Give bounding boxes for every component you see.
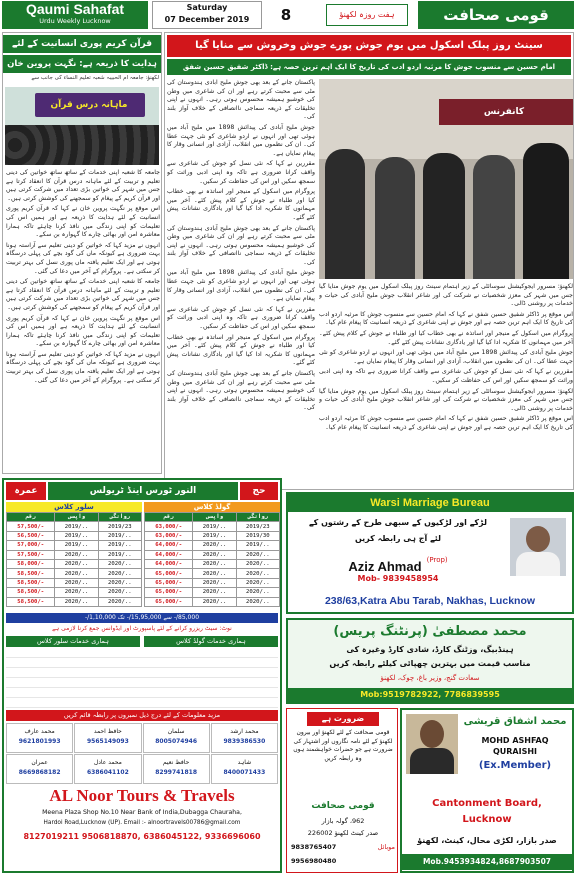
silver-row bbox=[7, 559, 142, 568]
silver-col-return: واپسی bbox=[55, 513, 98, 522]
gold-cell: 2020/.. bbox=[193, 588, 236, 597]
gold-cell: 2020/.. bbox=[193, 550, 236, 559]
left-article bbox=[2, 32, 162, 474]
member-photo-body bbox=[410, 748, 454, 774]
press-ad bbox=[286, 618, 574, 704]
member-ad bbox=[400, 708, 574, 873]
masthead-left-title-box bbox=[2, 1, 148, 29]
main-para-6b: مقررین نے کہا کہ نئی نسل کو جوش کی شاعری سے واقف کرانا ضروری ہے تاکہ وہ اپنی ادبی وراثت کو سمجھ سکیں اور اس کی حفاظت کر سکیں۔ bbox=[167, 305, 315, 331]
contact-name: شاہد bbox=[237, 759, 252, 766]
main-body-left bbox=[167, 79, 315, 487]
silver-row bbox=[7, 541, 142, 550]
press-line-2: مناسب قیمت میں بہترین چھپائی کیلئے رابطہ کریں bbox=[329, 659, 531, 668]
travel-contacts bbox=[6, 723, 278, 785]
left-para-1: جامعہ کا شعبہ اپنی خدمات کے ساتھ ساتھ خواتین کی دینی تعلیم و تربیت کے لئے ماہانہ درس قرآن کا انعقاد کرتا ہے جس میں شہر کی خواتین بڑی تعداد میں شرکت کرتی ہیں اور قرآن کریم کے پیغام کو سمجھنے کی کوشش کرتی ہیں۔ bbox=[6, 169, 160, 202]
silver-row bbox=[7, 588, 142, 597]
main-para-3c: پاکستان جانے کے بعد بھی جوش ملیح آبادی ہندوستان کی مٹی سے محبت کرتے رہے اور ان کی شاعری میں وطن کی خوشبو ہمیشہ محسوس ہوتی رہی۔ انہوں نے اپنی تخلیقات کے ذریعہ سماجی ناانصافی کے خلاف آواز بلند کی۔ bbox=[167, 370, 315, 412]
wanted-mobile-label: موبائل bbox=[377, 843, 395, 851]
gold-cell: 2020/.. bbox=[193, 559, 236, 568]
marriage-photo bbox=[510, 518, 566, 576]
gold-cell: 2020/.. bbox=[193, 569, 236, 578]
gold-label: گولڈ کلاس bbox=[144, 502, 280, 512]
left-byline: لکھنؤ: جامعہ ام الحبیبہ شعبہ تعلیم النساء کی جانب سے bbox=[31, 75, 159, 81]
silver-row bbox=[7, 578, 142, 587]
gold-col-amount: رقم bbox=[145, 513, 193, 522]
contact-name: عمران bbox=[31, 759, 48, 766]
contact-phone: 9621801993 bbox=[18, 738, 61, 745]
marriage-prop: (Prop) bbox=[426, 556, 448, 564]
marriage-photo-body bbox=[516, 552, 560, 576]
main-para-4: پروگرام میں اسکول کے منیجر اور اساتذہ نے بھی خطاب کیا اور طلباء نے جوش کے کلام پیش کئے۔ آخر میں مہمانوں کا شکریہ ادا کیا گیا اور یادگاری نشانات پیش کئے گئے۔ bbox=[167, 188, 315, 221]
main-para-5c: جوش ملیح آبادی کی پیدائش 1898 میں ملیح آباد میں ہوئی تھی اور انہوں نے اردو شاعری کو نئی جہت عطا کی۔ ان کی نظموں میں انقلاب، آزادی اور انسانی وقار کا پیغام نمایاں ہے۔ bbox=[319, 349, 573, 365]
silver-row bbox=[7, 531, 142, 540]
contact-card bbox=[6, 754, 73, 784]
contact-phone: 8669868182 bbox=[18, 769, 61, 776]
left-article-body bbox=[6, 169, 160, 469]
member-board: Cantonment Board, bbox=[432, 798, 542, 809]
gold-cell: 2020/.. bbox=[236, 559, 279, 568]
silver-row bbox=[7, 569, 142, 578]
member-name-en: MOHD ASHFAQ bbox=[481, 736, 549, 745]
travel-umrah-label: عمرہ bbox=[6, 482, 46, 500]
silver-cell: 2020/.. bbox=[98, 578, 141, 587]
silver-cell: 2019/.. bbox=[55, 522, 98, 531]
silver-col-amount: رقم bbox=[7, 513, 55, 522]
wanted-title: ضرورت ہے bbox=[307, 712, 379, 726]
silver-cell: 2020/.. bbox=[55, 597, 98, 606]
gold-row bbox=[145, 559, 280, 568]
left-para-2: اس موقع پر نگہت پروین خان نے کہا کہ قرآن کریم پوری انسانیت کے لئے ہدایت کا ذریعہ ہے اور ہمیں اس کی تعلیمات کو اپنی زندگی میں نافذ کرنا چاہئے تاکہ ہمارا معاشرہ امن اور بھائی چارے کا گہوارہ بن سکے۔ bbox=[6, 205, 160, 239]
left-para-3: انہوں نے مزید کہا کہ خواتین کو دینی تعلیم سے آراستہ ہونا بہت ضروری ہے کیونکہ ماں کی گود بچے کی پہلی درسگاہ ہوتی ہے اور ایک تعلیم یافتہ ماں پوری نسل کی بہتر تربیت کر سکتی ہے۔ پروگرام کے آخر میں دعا کی گئی۔ bbox=[6, 241, 160, 275]
main-para-6: مقررین نے کہا کہ نئی نسل کو جوش کی شاعری سے واقف کرانا ضروری ہے تاکہ وہ اپنی ادبی وراثت کو سمجھ سکیں اور اس کی حفاظت کر سکیں۔ bbox=[167, 160, 315, 185]
travel-service-silver: ہماری خدمات سلور کلاس bbox=[6, 636, 140, 647]
silver-cell: 2020/.. bbox=[55, 578, 98, 587]
member-mob: Mob.9453934824,8687903507 bbox=[402, 854, 572, 870]
marriage-mob: Mob- 9839458954 bbox=[357, 574, 439, 583]
member-role: (Ex.Member) bbox=[478, 760, 552, 771]
gold-row bbox=[145, 569, 280, 578]
main-para-1b: لکھنؤ: مسرور ایجوکیشنل سوسائٹی کے زیر اہتمام سینٹ روز پبلک اسکول میں یوم جوش منایا گیا جس میں شہر کی معزز شخصیات نے شرکت کی اور شاعر انقلاب جوش ملیح آبادی کی حیات و خدمات پر روشنی ڈالی۔ bbox=[319, 387, 573, 412]
silver-cell: 2020/.. bbox=[55, 569, 98, 578]
silver-cell: 2019/.. bbox=[98, 531, 141, 540]
left-para-3b: انہوں نے مزید کہا کہ خواتین کو دینی تعلیم سے آراستہ ہونا بہت ضروری ہے کیونکہ ماں کی گود بچے کی پہلی درسگاہ ہوتی ہے اور ایک تعلیم یافتہ ماں پوری نسل کی بہتر تربیت کر سکتی ہے۔ پروگرام کے آخر میں دعا کی گئی۔ bbox=[6, 350, 160, 384]
gold-cell: 2020/.. bbox=[236, 550, 279, 559]
gold-price-table bbox=[144, 512, 280, 607]
wanted-text: قومی صحافت کے لئے لکھنؤ اور بیرون لکھنؤ کے لئے نامہ نگاروں اور اشتہار کی ضرورت ہے جو حضرات خواہشمند ہوں وہ رابطہ کریں bbox=[293, 729, 393, 762]
gold-cell: 2020/.. bbox=[236, 597, 279, 606]
contact-name: حافظ نعیم bbox=[162, 759, 190, 766]
contact-card bbox=[211, 723, 278, 753]
main-photo-banner-text: کانفرنس bbox=[483, 107, 525, 117]
travel-address: Meena Plaza Shop No.10 Near Bank of India,Dubagga Chauraha, bbox=[42, 809, 242, 816]
gold-row bbox=[145, 578, 280, 587]
travel-phones: 8127019211 9506818870, 6386045122, 9336696060 bbox=[23, 832, 261, 841]
contact-card bbox=[74, 723, 141, 753]
left-photo bbox=[5, 87, 159, 165]
masthead-day: Saturday bbox=[186, 3, 228, 12]
press-title: محمد مصطفیٰ (پرنٹنگ پریس) bbox=[333, 624, 527, 639]
contact-name: محمد عادل bbox=[93, 759, 122, 766]
contact-phone: 6386041102 bbox=[87, 769, 129, 776]
silver-cell: 2020/.. bbox=[55, 559, 98, 568]
travel-hajj-label: حج bbox=[240, 482, 278, 500]
marriage-name: Aziz Ahmad bbox=[348, 559, 422, 574]
main-para-4b: پروگرام میں اسکول کے منیجر اور اساتذہ نے بھی خطاب کیا اور طلباء نے جوش کے کلام پیش کئے۔ آخر میں مہمانوں کا شکریہ ادا کیا گیا اور یادگاری نشانات پیش کئے گئے۔ bbox=[167, 333, 315, 367]
gold-cell: 63,000/- bbox=[145, 531, 193, 540]
silver-cell: 2020/.. bbox=[55, 588, 98, 597]
left-headline-1: قرآن کریم پوری انسانیت کے لئے bbox=[3, 35, 161, 53]
main-para-5: جوش ملیح آبادی کی پیدائش 1898 میں ملیح آباد میں ہوئی تھی اور انہوں نے اردو شاعری کو نئی جہت عطا کی۔ ان کی نظموں میں انقلاب، آزادی اور انسانی وقار کا پیغام نمایاں ہے۔ bbox=[167, 123, 315, 157]
member-photo-head bbox=[420, 720, 444, 748]
press-line-1: ہینڈبیگ، وزٹنگ کارڈ، شادی کارڈ وغیرہ کی bbox=[346, 645, 514, 654]
silver-cell: 2020/.. bbox=[98, 588, 141, 597]
main-photo bbox=[319, 79, 573, 279]
contact-card bbox=[143, 723, 210, 753]
main-photo-person-5 bbox=[523, 143, 569, 279]
gold-cell: 64,000/- bbox=[145, 541, 193, 550]
member-urdu-addr: صدر بازار، لکڑی محال، کینٹ، لکھنؤ bbox=[417, 836, 557, 845]
silver-price-table bbox=[6, 512, 142, 607]
masthead-page-no: 8 bbox=[280, 6, 292, 24]
gold-cell: 65,000/- bbox=[145, 578, 193, 587]
contact-name: محمد ارشد bbox=[230, 728, 259, 735]
gold-cell: 2020/.. bbox=[236, 588, 279, 597]
travel-company-urdu: النور ٹورس اینڈ ٹریولس bbox=[48, 482, 238, 500]
contact-name: سلمان bbox=[167, 728, 185, 735]
contact-phone: 9839386530 bbox=[223, 738, 266, 745]
travel-ad bbox=[2, 478, 282, 873]
silver-row bbox=[7, 522, 142, 531]
wanted-addr-2: صدر کینٹ لکھنؤ 226002 bbox=[307, 829, 379, 837]
gold-cell: 2019/23 bbox=[236, 522, 279, 531]
masthead-weekly-label: ہفت روزہ لکھنؤ bbox=[326, 4, 408, 26]
gold-cell: 2019/.. bbox=[193, 531, 236, 540]
gold-cell: 2019/30 bbox=[236, 531, 279, 540]
masthead-urdu-title: قومی صحافت bbox=[418, 1, 574, 29]
contact-phone: 8005074946 bbox=[155, 738, 197, 745]
wanted-phone-1: 9838765407 bbox=[291, 843, 337, 851]
wanted-ad bbox=[286, 708, 398, 873]
silver-row bbox=[7, 550, 142, 559]
main-subheadline: امام حسین سے منسوب جوش کا مرثیہ اردو ادب کی تاریخ کا ایک اہم ترین حصہ ہے: ڈاکٹر شفیق حسین شفق bbox=[167, 59, 571, 75]
gold-cell: 2020/.. bbox=[193, 541, 236, 550]
contact-card bbox=[6, 723, 73, 753]
left-para-1b: جامعہ کا شعبہ اپنی خدمات کے ساتھ ساتھ خواتین کی دینی تعلیم و تربیت کے لئے ماہانہ درس قرآن کا انعقاد کرتا ہے جس میں شہر کی خواتین بڑی تعداد میں شرکت کرتی ہیں اور قرآن کریم کے پیغام کو سمجھنے کی کوشش کرتی ہیں۔ bbox=[6, 278, 160, 311]
left-photo-audience bbox=[5, 125, 159, 165]
main-photo-person-1 bbox=[325, 149, 365, 279]
contacts-grid bbox=[6, 723, 278, 784]
travel-price-note: 85,000/- سے 15,95,000/- تک 1,10,000/- bbox=[6, 613, 278, 623]
gold-cell: 2020/.. bbox=[236, 578, 279, 587]
press-mob: Mob:9519782922, 7786839595 bbox=[288, 688, 572, 702]
gold-row bbox=[145, 597, 280, 606]
main-para-4c: پروگرام میں اسکول کے منیجر اور اساتذہ نے بھی خطاب کیا اور طلباء نے جوش کے کلام پیش کئے۔ آخر میں مہمانوں کا شکریہ ادا کیا گیا اور یادگاری نشانات پیش کئے گئے۔ bbox=[319, 329, 573, 346]
main-para-3: پاکستان جانے کے بعد بھی جوش ملیح آبادی ہندوستان کی مٹی سے محبت کرتے رہے اور ان کی شاعری میں وطن کی خوشبو ہمیشہ محسوس ہوتی رہی۔ انہوں نے اپنی تخلیقات کے ذریعہ سماجی ناانصافی کے خلاف آواز بلند کی۔ bbox=[167, 79, 315, 121]
masthead-left-title: Qaumi Sahafat bbox=[25, 1, 125, 17]
main-body-right bbox=[319, 283, 573, 487]
silver-col-depart: روانگی bbox=[98, 513, 141, 522]
travel-contact-bar: مزید معلومات کے لئے درج ذیل نمبروں پر رابطہ قائم کریں bbox=[6, 710, 278, 721]
member-city: Lucknow bbox=[462, 814, 512, 825]
contact-phone: 8299741818 bbox=[155, 769, 197, 776]
silver-cell: 2019/.. bbox=[98, 541, 141, 550]
gold-col-depart: روانگی bbox=[236, 513, 279, 522]
gold-cell: 64,000/- bbox=[145, 550, 193, 559]
press-address: سعادت گنج، وزیر باغ، چوک، لکھنؤ bbox=[380, 674, 480, 682]
main-para-6c: مقررین نے کہا کہ نئی نسل کو جوش کی شاعری سے واقف کرانا ضروری ہے تاکہ وہ اپنی ادبی وراثت کو سمجھ سکیں اور اس کی حفاظت کر سکیں۔ bbox=[319, 368, 573, 384]
wanted-brand: قومی صحافت bbox=[311, 801, 375, 811]
masthead-left-sub: Urdu Weekly Lucknow bbox=[39, 17, 111, 25]
member-name-en-2: QURAISHI bbox=[492, 747, 538, 756]
left-para-2b: اس موقع پر نگہت پروین خان نے کہا کہ قرآن کریم پوری انسانیت کے لئے ہدایت کا ذریعہ ہے اور ہمیں اس کی تعلیمات کو اپنی زندگی میں نافذ کرنا چاہئے تاکہ ہمارا معاشرہ امن اور بھائی چارے کا گہوارہ بن سکے۔ bbox=[6, 314, 160, 348]
main-photo-person-3 bbox=[423, 153, 465, 279]
marriage-urdu-line-2: لئے آج ہی رابطہ کریں bbox=[354, 534, 442, 543]
silver-cell: 57,000/- bbox=[7, 541, 55, 550]
gold-cell: 65,000/- bbox=[145, 597, 193, 606]
contact-phone: 9565149093 bbox=[87, 738, 129, 745]
gold-cell: 2019/.. bbox=[193, 522, 236, 531]
main-photo-person-2 bbox=[375, 157, 415, 279]
gold-col-return: واپسی bbox=[193, 513, 236, 522]
silver-cell: 2019/.. bbox=[55, 531, 98, 540]
silver-cell: 58,000/- bbox=[7, 559, 55, 568]
travel-note-line: نوٹ: سیٹ ریزرو کرانے کے لئے پاسپورٹ اور ایڈوانس جمع کرنا لازمی ہے bbox=[52, 625, 232, 632]
contact-name: حافظ احمد bbox=[93, 728, 122, 735]
gold-cell: 2020/.. bbox=[193, 578, 236, 587]
travel-company-en: AL Noor Tours & Travels bbox=[49, 786, 235, 805]
silver-cell: 2020/.. bbox=[98, 597, 141, 606]
silver-cell: 2020/.. bbox=[55, 550, 98, 559]
member-urdu-name: محمد اشفاق قریشی bbox=[463, 716, 567, 727]
silver-cell: 58,500/- bbox=[7, 569, 55, 578]
silver-label: سلور کلاس bbox=[6, 502, 142, 512]
marriage-title: Warsi Marriage Bureau bbox=[288, 494, 572, 512]
gold-cell: 65,000/- bbox=[145, 569, 193, 578]
member-photo bbox=[406, 714, 458, 774]
contact-phone: 8400071433 bbox=[223, 769, 266, 776]
marriage-photo-head bbox=[526, 526, 550, 552]
marriage-name-row bbox=[292, 556, 504, 572]
main-para-1: لکھنؤ: مسرور ایجوکیشنل سوسائٹی کے زیر اہتمام سینٹ روز پبلک اسکول میں یوم جوش منایا گیا جس میں شہر کی معزز شخصیات نے شرکت کی اور شاعر انقلاب جوش ملیح آبادی کی حیات و خدمات پر روشنی ڈالی۔ bbox=[319, 283, 573, 308]
main-para-5b: جوش ملیح آبادی کی پیدائش 1898 میں ملیح آباد میں ہوئی تھی اور انہوں نے اردو شاعری کو نئی جہت عطا کی۔ ان کی نظموں میں انقلاب، آزادی اور انسانی وقار کا پیغام نمایاں ہے۔ bbox=[167, 269, 315, 303]
gold-row bbox=[145, 541, 280, 550]
gold-row bbox=[145, 588, 280, 597]
silver-cell: 2019/.. bbox=[55, 541, 98, 550]
gold-cell: 2020/.. bbox=[193, 597, 236, 606]
left-photo-banner-text: ماہانہ درس قرآن bbox=[50, 100, 128, 110]
gold-row bbox=[145, 550, 280, 559]
masthead-date-box bbox=[152, 1, 262, 29]
travel-address-2: Hardoi Road,Lucknow (UP). Email :- alnoortravels00786@gmail.com bbox=[43, 820, 241, 826]
wanted-addr-1: 962، گولہ بازار bbox=[321, 817, 365, 825]
gold-cell: 2020/.. bbox=[236, 569, 279, 578]
silver-cell: 2020/.. bbox=[98, 569, 141, 578]
masthead bbox=[0, 0, 576, 30]
contact-card bbox=[74, 754, 141, 784]
silver-cell: 56,500/- bbox=[7, 531, 55, 540]
travel-service-list bbox=[6, 648, 278, 708]
main-para-3b: پاکستان جانے کے بعد بھی جوش ملیح آبادی ہندوستان کی مٹی سے محبت کرتے رہے اور ان کی شاعری میں وطن کی خوشبو ہمیشہ محسوس ہوتی رہی۔ انہوں نے اپنی تخلیقات کے ذریعہ سماجی ناانصافی کے خلاف آواز بلند کی۔ bbox=[167, 224, 315, 266]
gold-cell: 2019/.. bbox=[236, 541, 279, 550]
silver-cell: 2019/23 bbox=[98, 522, 141, 531]
marriage-ad bbox=[286, 492, 574, 614]
left-headline-2: ہدایت کا ذریعہ ہے: نگہت پروین خان bbox=[3, 55, 161, 73]
travel-service-gold: ہماری خدمات گولڈ کلاس bbox=[144, 636, 278, 647]
gold-row bbox=[145, 522, 280, 531]
contact-name: محمد عارف bbox=[24, 728, 55, 735]
main-para-2b: اس موقع پر ڈاکٹر شفیق حسین شفق نے کہا کہ امام حسین سے منسوب جوش کا مرثیہ اردو ادب کی تاریخ کا ایک اہم ترین حصہ ہے اور جوش نے اپنی شاعری کے ذریعہ انسانیت کا پیغام عام کیا۔ bbox=[319, 415, 573, 431]
silver-cell: 2020/.. bbox=[98, 559, 141, 568]
main-photo-person-4 bbox=[473, 155, 515, 279]
contact-card bbox=[211, 754, 278, 784]
main-headline: سینٹ روز پبلک اسکول میں یوم جوش پورے جوش وخروش سے منایا گیا bbox=[167, 35, 571, 57]
gold-table bbox=[144, 502, 280, 607]
gold-cell: 64,000/- bbox=[145, 559, 193, 568]
silver-table bbox=[6, 502, 142, 607]
silver-cell: 57,500/- bbox=[7, 522, 55, 531]
silver-row bbox=[7, 597, 142, 606]
silver-cell: 58,500/- bbox=[7, 597, 55, 606]
masthead-date: 07 December 2019 bbox=[164, 15, 250, 24]
gold-cell: 65,000/- bbox=[145, 588, 193, 597]
contact-card bbox=[143, 754, 210, 784]
main-article bbox=[164, 32, 574, 490]
silver-cell: 2019/.. bbox=[98, 550, 141, 559]
wanted-phone-2: 9956980480 bbox=[291, 857, 337, 865]
silver-cell: 58,500/- bbox=[7, 588, 55, 597]
silver-cell: 58,500/- bbox=[7, 578, 55, 587]
marriage-urdu-line-1: لڑکے اور لڑکیوں کے سبھی طرح کے رشتوں کے bbox=[308, 518, 488, 527]
gold-cell: 63,000/- bbox=[145, 522, 193, 531]
silver-cell: 57,500/- bbox=[7, 550, 55, 559]
marriage-address: 238/63,Katra Abu Tarab, Nakhas, Lucknow bbox=[324, 595, 536, 607]
main-para-2: اس موقع پر ڈاکٹر شفیق حسین شفق نے کہا کہ امام حسین سے منسوب جوش کا مرثیہ اردو ادب کی تاریخ کا ایک اہم ترین حصہ ہے اور جوش نے اپنی شاعری کے ذریعہ انسانیت کا پیغام عام کیا۔ bbox=[319, 310, 573, 327]
gold-row bbox=[145, 531, 280, 540]
